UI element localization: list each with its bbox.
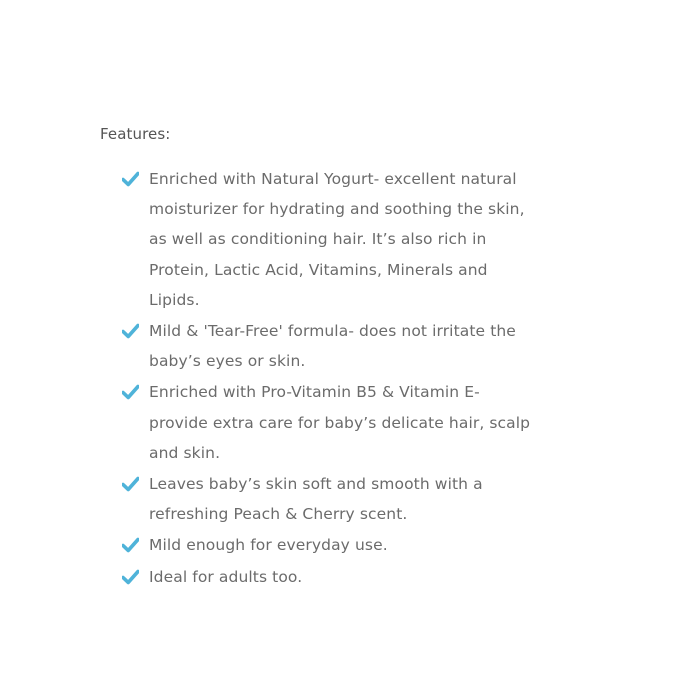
- feature-list: [122, 164, 542, 593]
- check-icon: [122, 537, 139, 553]
- feature-item: [122, 377, 542, 468]
- feature-item: [122, 530, 542, 560]
- feature-item: [122, 562, 542, 592]
- check-icon: [122, 323, 139, 339]
- feature-item: [122, 164, 542, 315]
- check-icon: [122, 384, 139, 400]
- feature-text: Enriched with Pro-Vitamin B5 & Vitamin E- provide extra care for baby’s delicate hair, scalp and skin.: [149, 383, 531, 462]
- features-heading: Features:: [100, 125, 171, 143]
- feature-text: Mild & 'Tear-Free' formula- does not irritate the baby’s eyes or skin.: [149, 322, 516, 371]
- feature-item: [122, 469, 542, 529]
- check-icon: [122, 569, 139, 585]
- feature-text: Mild enough for everyday use.: [149, 536, 388, 555]
- feature-text: Ideal for adults too.: [149, 567, 303, 586]
- feature-text: Leaves baby’s skin soft and smooth with a refreshing Peach & Cherry scent.: [149, 475, 483, 524]
- feature-item: [122, 316, 542, 376]
- check-icon: [122, 476, 139, 492]
- feature-text: Enriched with Natural Yogurt- excellent natural moisturizer for hydrating and soothing the skin, as well as conditioning hair. It’s also rich in Protein, Lactic Acid, Vitamins, Minerals and Lipids.: [149, 170, 525, 309]
- check-icon: [122, 171, 139, 187]
